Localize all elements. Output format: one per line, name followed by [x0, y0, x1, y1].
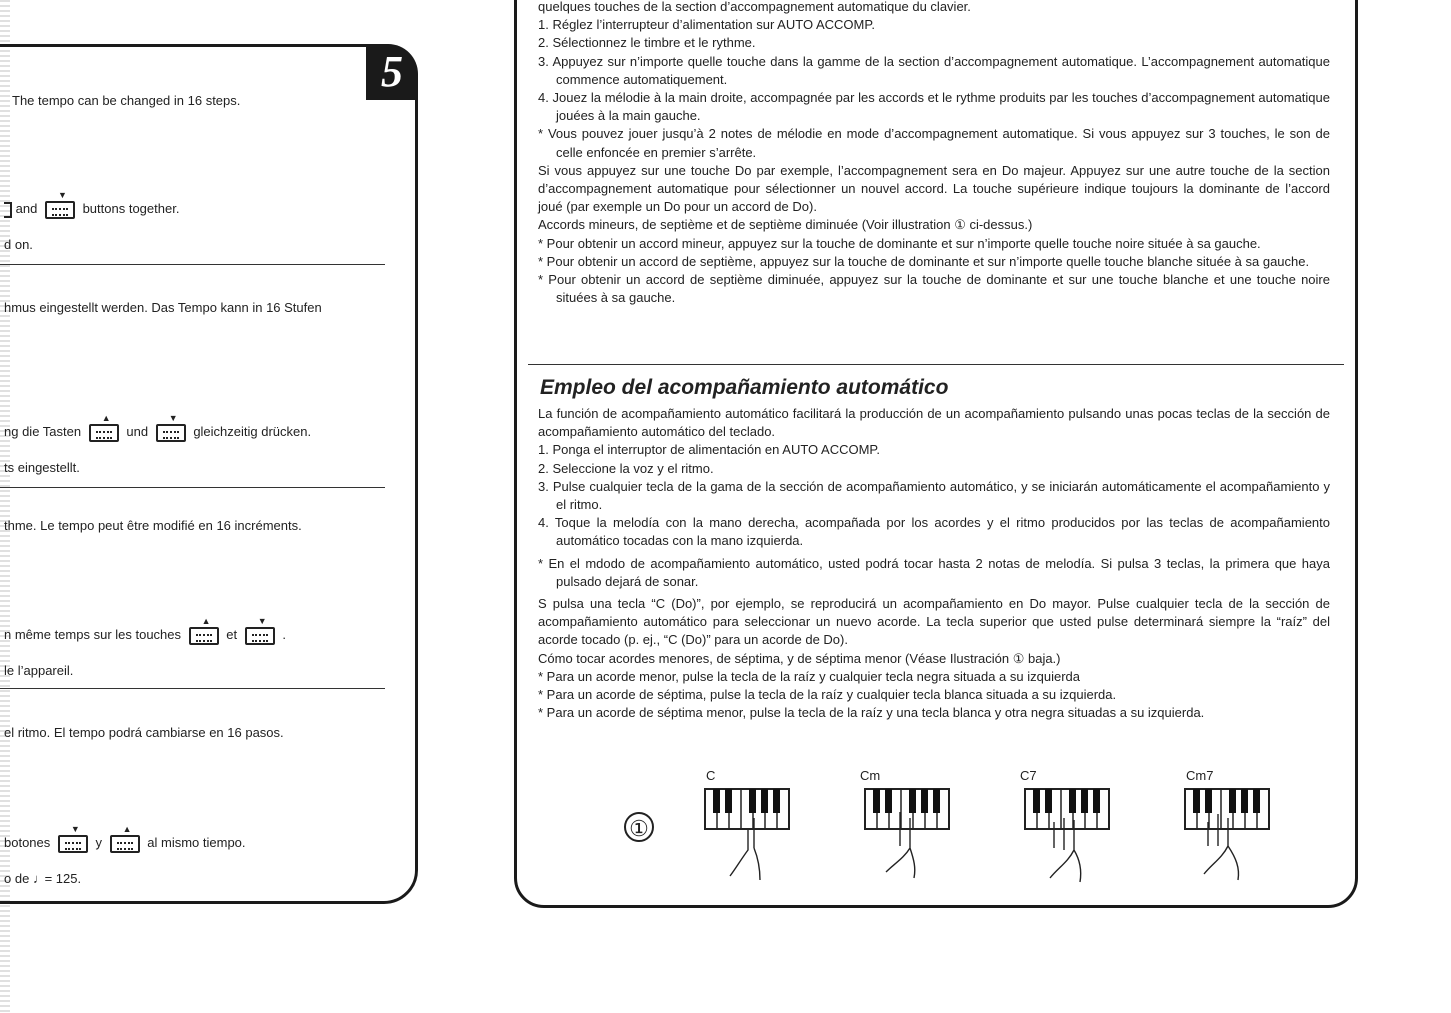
chord-label-c7: C7 — [1020, 768, 1037, 783]
de-buttons-line: ng die Tasten ▲ und ▼ gleichzeitig drücken. — [4, 423, 311, 442]
keyboard-hand-c-icon — [704, 788, 794, 888]
fr-step: 4. Jouez la mélodie à la main droite, accompagnée par les accords et le rythme produits par les touches d’accompagnement automatique jouées à la main gauche. — [538, 90, 1330, 124]
keyboard-hand-c7-icon — [1024, 788, 1114, 888]
en-tempo-text: The tempo can be changed in 16 steps. — [12, 93, 241, 108]
keyboard-icon — [1185, 789, 1269, 829]
es-bullet: * Para un acorde menor, pulse la tecla de la raíz y cualquier tecla negra situada a su izquierda — [538, 668, 1080, 684]
es-subtitle: Cómo tocar acordes menores, de séptima, y de séptima menor (Véase Ilustración ① baja.) — [538, 650, 1061, 666]
divider — [528, 364, 1344, 365]
es-buttons-line: botones ▼ y ▲ al mismo tiempo. — [4, 834, 246, 853]
es-step: 1. Ponga el interruptor de alimentación en AUTO ACCOMP. — [538, 442, 881, 458]
fr-bullet: * Pour obtenir un accord de septième, appuyez sur la touche de dominante et sur n’importe quelle touche blanche située à sa gauche. — [538, 253, 1310, 269]
divider — [0, 487, 385, 488]
keyboard-icon — [1025, 789, 1109, 829]
de-tempo-text: hmus eingestellt werden. Das Tempo kann in 16 Stufen — [4, 300, 322, 315]
es-intro: La función de acompañamiento automático facilitará la producción de un acompañamiento pulsando unas pocas teclas de la sección de acompañamiento automático del teclado. — [538, 406, 1330, 440]
es-bullet: * Para un acorde de séptima, pulse la tecla de la raíz y cualquier tecla blanca situada a su izquierda. — [538, 687, 1117, 703]
illustration-number-marker: ① — [624, 812, 654, 842]
chord-label-cm7: Cm7 — [1186, 768, 1214, 783]
es-tempo-value-line: o de ♩ = 125. — [4, 871, 82, 886]
section-number-tab: 5 — [366, 44, 418, 100]
tempo-down-button-icon: ▼ — [245, 627, 275, 645]
fr-step: 1. Réglez l’interrupteur d’alimentation sur AUTO ACCOMP. — [538, 17, 875, 33]
en-on-text: d on. — [4, 237, 33, 252]
fr-app-text: le l’appareil. — [4, 663, 74, 678]
keyboard-icon — [705, 789, 789, 829]
de-set-text: ts eingestellt. — [4, 460, 80, 475]
chord-label-c: C — [706, 768, 716, 783]
divider — [0, 688, 385, 689]
en-buttons-line: and ▼ buttons together. — [4, 200, 179, 219]
fr-line: quelques touches de la section d’accompagnement automatique du clavier. — [538, 0, 971, 14]
fr-step: 2. Sélectionnez le timbre et le rythme. — [538, 35, 756, 51]
es-step: 2. Seleccione la voz y el ritmo. — [538, 460, 714, 476]
es-step: 4. Toque la melodía con la mano derecha, acompañada por los acordes y el ritmo producidos por las teclas de acompañamiento automático tocadas con la mano izquierda. — [538, 515, 1330, 549]
french-instructions — [538, 0, 1330, 307]
tempo-up-button-icon: ▲ — [89, 424, 119, 442]
fr-step: 3. Appuyez sur n’importe quelle touche dans la gamme de la section d’accompagnement automatique. L’accompagnement automatique commence automatiquement. — [538, 53, 1330, 87]
keyboard-hand-cm7-icon — [1184, 788, 1274, 888]
fr-tempo-text: thme. Le tempo peut être modifié en 16 incréments. — [4, 518, 302, 533]
quarter-note-icon: ♩ — [32, 871, 46, 886]
tempo-down-button-icon: ▼ — [45, 201, 75, 219]
spanish-heading: Empleo del acompañamiento automático — [540, 376, 949, 399]
es-step: 3. Pulse cualquier tecla de la gama de la sección de acompañamiento automático, y se iniciarán automáticamente el acompañamiento y el ritmo. — [538, 478, 1330, 513]
fr-subtitle: Accords mineurs, de septième et de septième diminuée (Voir illustration ① ci-dessus.) — [538, 217, 1033, 233]
tempo-up-button-icon: ▲ — [189, 627, 219, 645]
fr-paragraph: Si vous appuyez sur une touche Do par exemple, l’accompagnement sera en Do majeur. Appuyez sur une autre touche de la section d’accompagnement automatique pour sélectionner un nouvel accord. La touche supérieure indique toujours la dominante de l’accord joué (par exemple un Do pour un accord de Do). — [538, 162, 1330, 215]
keyboard-icon — [865, 789, 949, 829]
keyboard-hand-cm-icon — [864, 788, 954, 888]
tempo-down-button-icon: ▼ — [58, 835, 88, 853]
fr-buttons-line: n même temps sur les touches ▲ et ▼ . — [4, 626, 286, 645]
es-bullet: * Para un acorde de séptima menor, pulse la tecla de la raíz y una tecla blanca y otra negra situadas a su izquierda. — [538, 705, 1205, 721]
fr-bullet: * Pour obtenir un accord mineur, appuyez sur la touche de dominante et sur n’importe quelle touche noire située à sa gauche. — [538, 235, 1261, 251]
spanish-instructions — [538, 405, 1330, 722]
tempo-up-button-icon: ▲ — [110, 835, 140, 853]
es-tempo-text: el ritmo. El tempo podrá cambiarse en 16 pasos. — [4, 725, 284, 740]
chord-label-cm: Cm — [860, 768, 881, 783]
divider — [0, 264, 385, 265]
es-paragraph: S pulsa una tecla “C (Do)”, por ejemplo, se reproducirá un acompañamiento en Do mayor. Pulse cualquier tecla de la sección de acompañamiento automático para seleccionar un nuevo acorde. La tecla superior que usted pulse determinará siempre la “raíz” del acorde tocado (p. ej., “C (Do)” para un acorde de Do). — [538, 596, 1330, 648]
es-note: * En el mdodo de acompañamiento automático, usted podrá tocar hasta 2 notas de melodía. Si pulsa 3 teclas, la primera que haya pulsado dejará de sonar. — [538, 555, 1330, 589]
tempo-down-button-icon: ▼ — [156, 424, 186, 442]
fr-note: * Vous pouvez jouer jusqu’à 2 notes de mélodie en mode d’accompagnement automatique. Si vous appuyez sur 3 touches, le son de celle enfoncée en premier s’arrête. — [538, 126, 1330, 160]
fr-bullet: * Pour obtenir un accord de septième diminuée, appuyez sur la touche de dominante et sur une touche blanche et une touche noire situées à sa gauche. — [538, 272, 1330, 306]
